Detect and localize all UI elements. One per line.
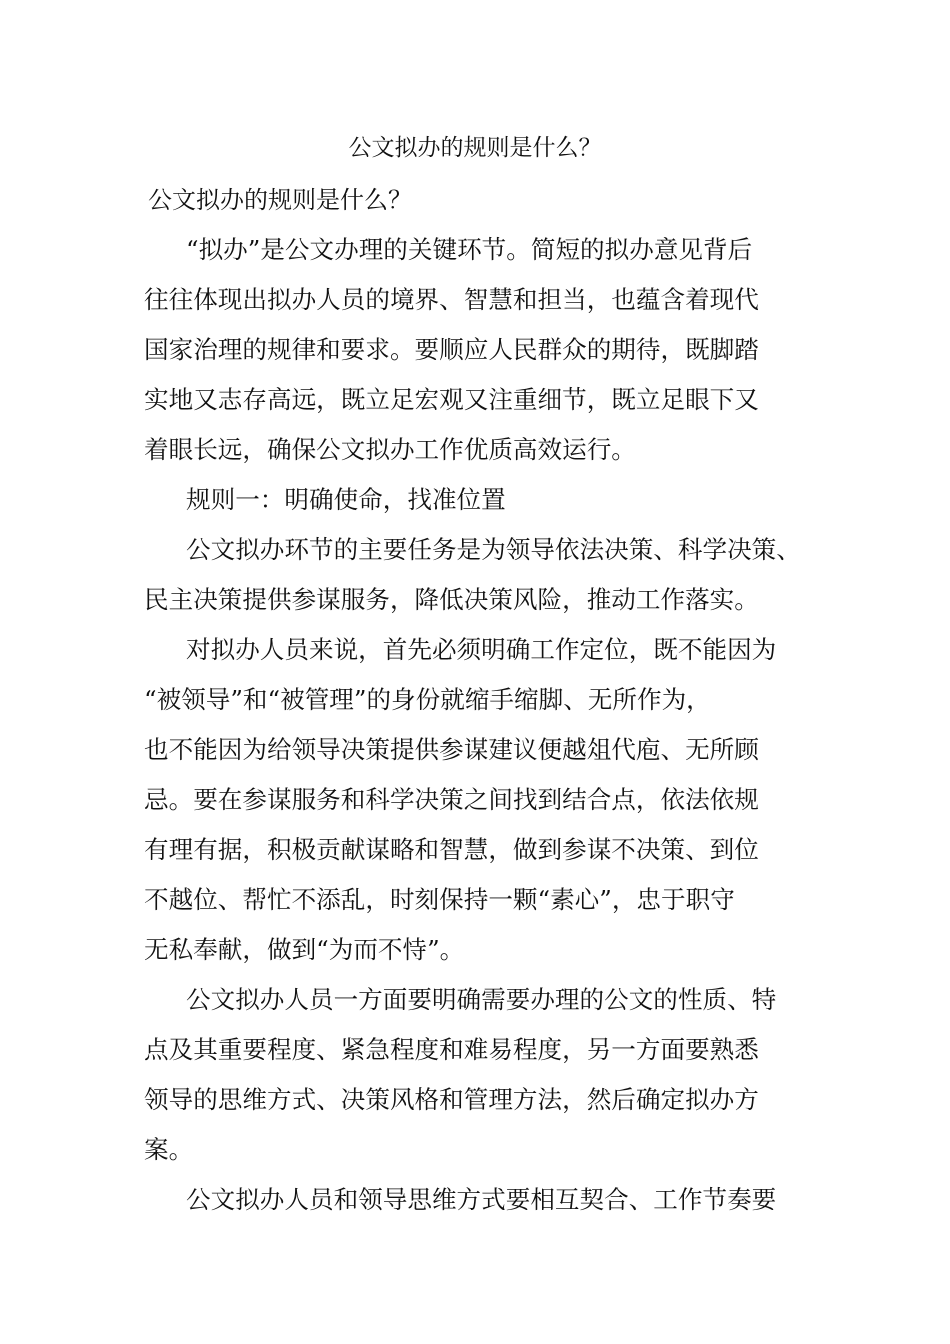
paragraph-line: 公文拟办环节的主要任务是为领导依法决策、科学决策、 — [186, 535, 801, 564]
paragraph-line: 公文拟办人员和领导思维方式要相互契合、工作节奏要 — [186, 1185, 777, 1214]
paragraph-line: 实地又志存高远，既立足宏观又注重细节，既立足眼下又 — [144, 385, 759, 414]
section-heading: 规则一：明确使命，找准位置 — [186, 485, 506, 514]
paragraph-line: “被领导”和“被管理”的身份就缩手缩脚、无所作为， — [144, 685, 711, 714]
paragraph-line: 无私奉献，做到“为而不恃”。 — [144, 935, 465, 964]
paragraph-line: 着眼长远，确保公文拟办工作优质高效运行。 — [144, 435, 636, 464]
paragraph-line: 领导的思维方式、决策风格和管理方法，然后确定拟办方 — [144, 1085, 759, 1114]
paragraph-line: 对拟办人员来说，首先必须明确工作定位，既不能因为 — [186, 635, 777, 664]
document-subtitle: 公文拟办的规则是什么？ — [148, 186, 412, 214]
paragraph-line: 往往体现出拟办人员的境界、智慧和担当，也蕴含着现代 — [144, 285, 759, 314]
paragraph-line: 点及其重要程度、紧急程度和难易程度，另一方面要熟悉 — [144, 1035, 759, 1064]
paragraph-line: 也不能因为给领导决策提供参谋建议便越俎代庖、无所顾 — [144, 735, 759, 764]
paragraph-line: 案。 — [144, 1135, 194, 1164]
paragraph-line: 不越位、帮忙不添乱，时刻保持一颗“素心”，忠于职守 — [144, 885, 735, 914]
paragraph-line: 公文拟办人员一方面要明确需要办理的公文的性质、特 — [186, 985, 777, 1014]
paragraph-line: 忌。要在参谋服务和科学决策之间找到结合点，依法依规 — [144, 785, 759, 814]
paragraph-line: 国家治理的规律和要求。要顺应人民群众的期待，既脚踏 — [144, 335, 759, 364]
document-title: 公文拟办的规则是什么？ — [348, 135, 602, 161]
paragraph-line: “拟办”是公文办理的关键环节。简短的拟办意见背后 — [186, 235, 753, 264]
paragraph-line: 民主决策提供参谋服务，降低决策风险，推动工作落实。 — [144, 585, 759, 614]
paragraph-line: 有理有据，积极贡献谋略和智慧，做到参谋不决策、到位 — [144, 835, 759, 864]
